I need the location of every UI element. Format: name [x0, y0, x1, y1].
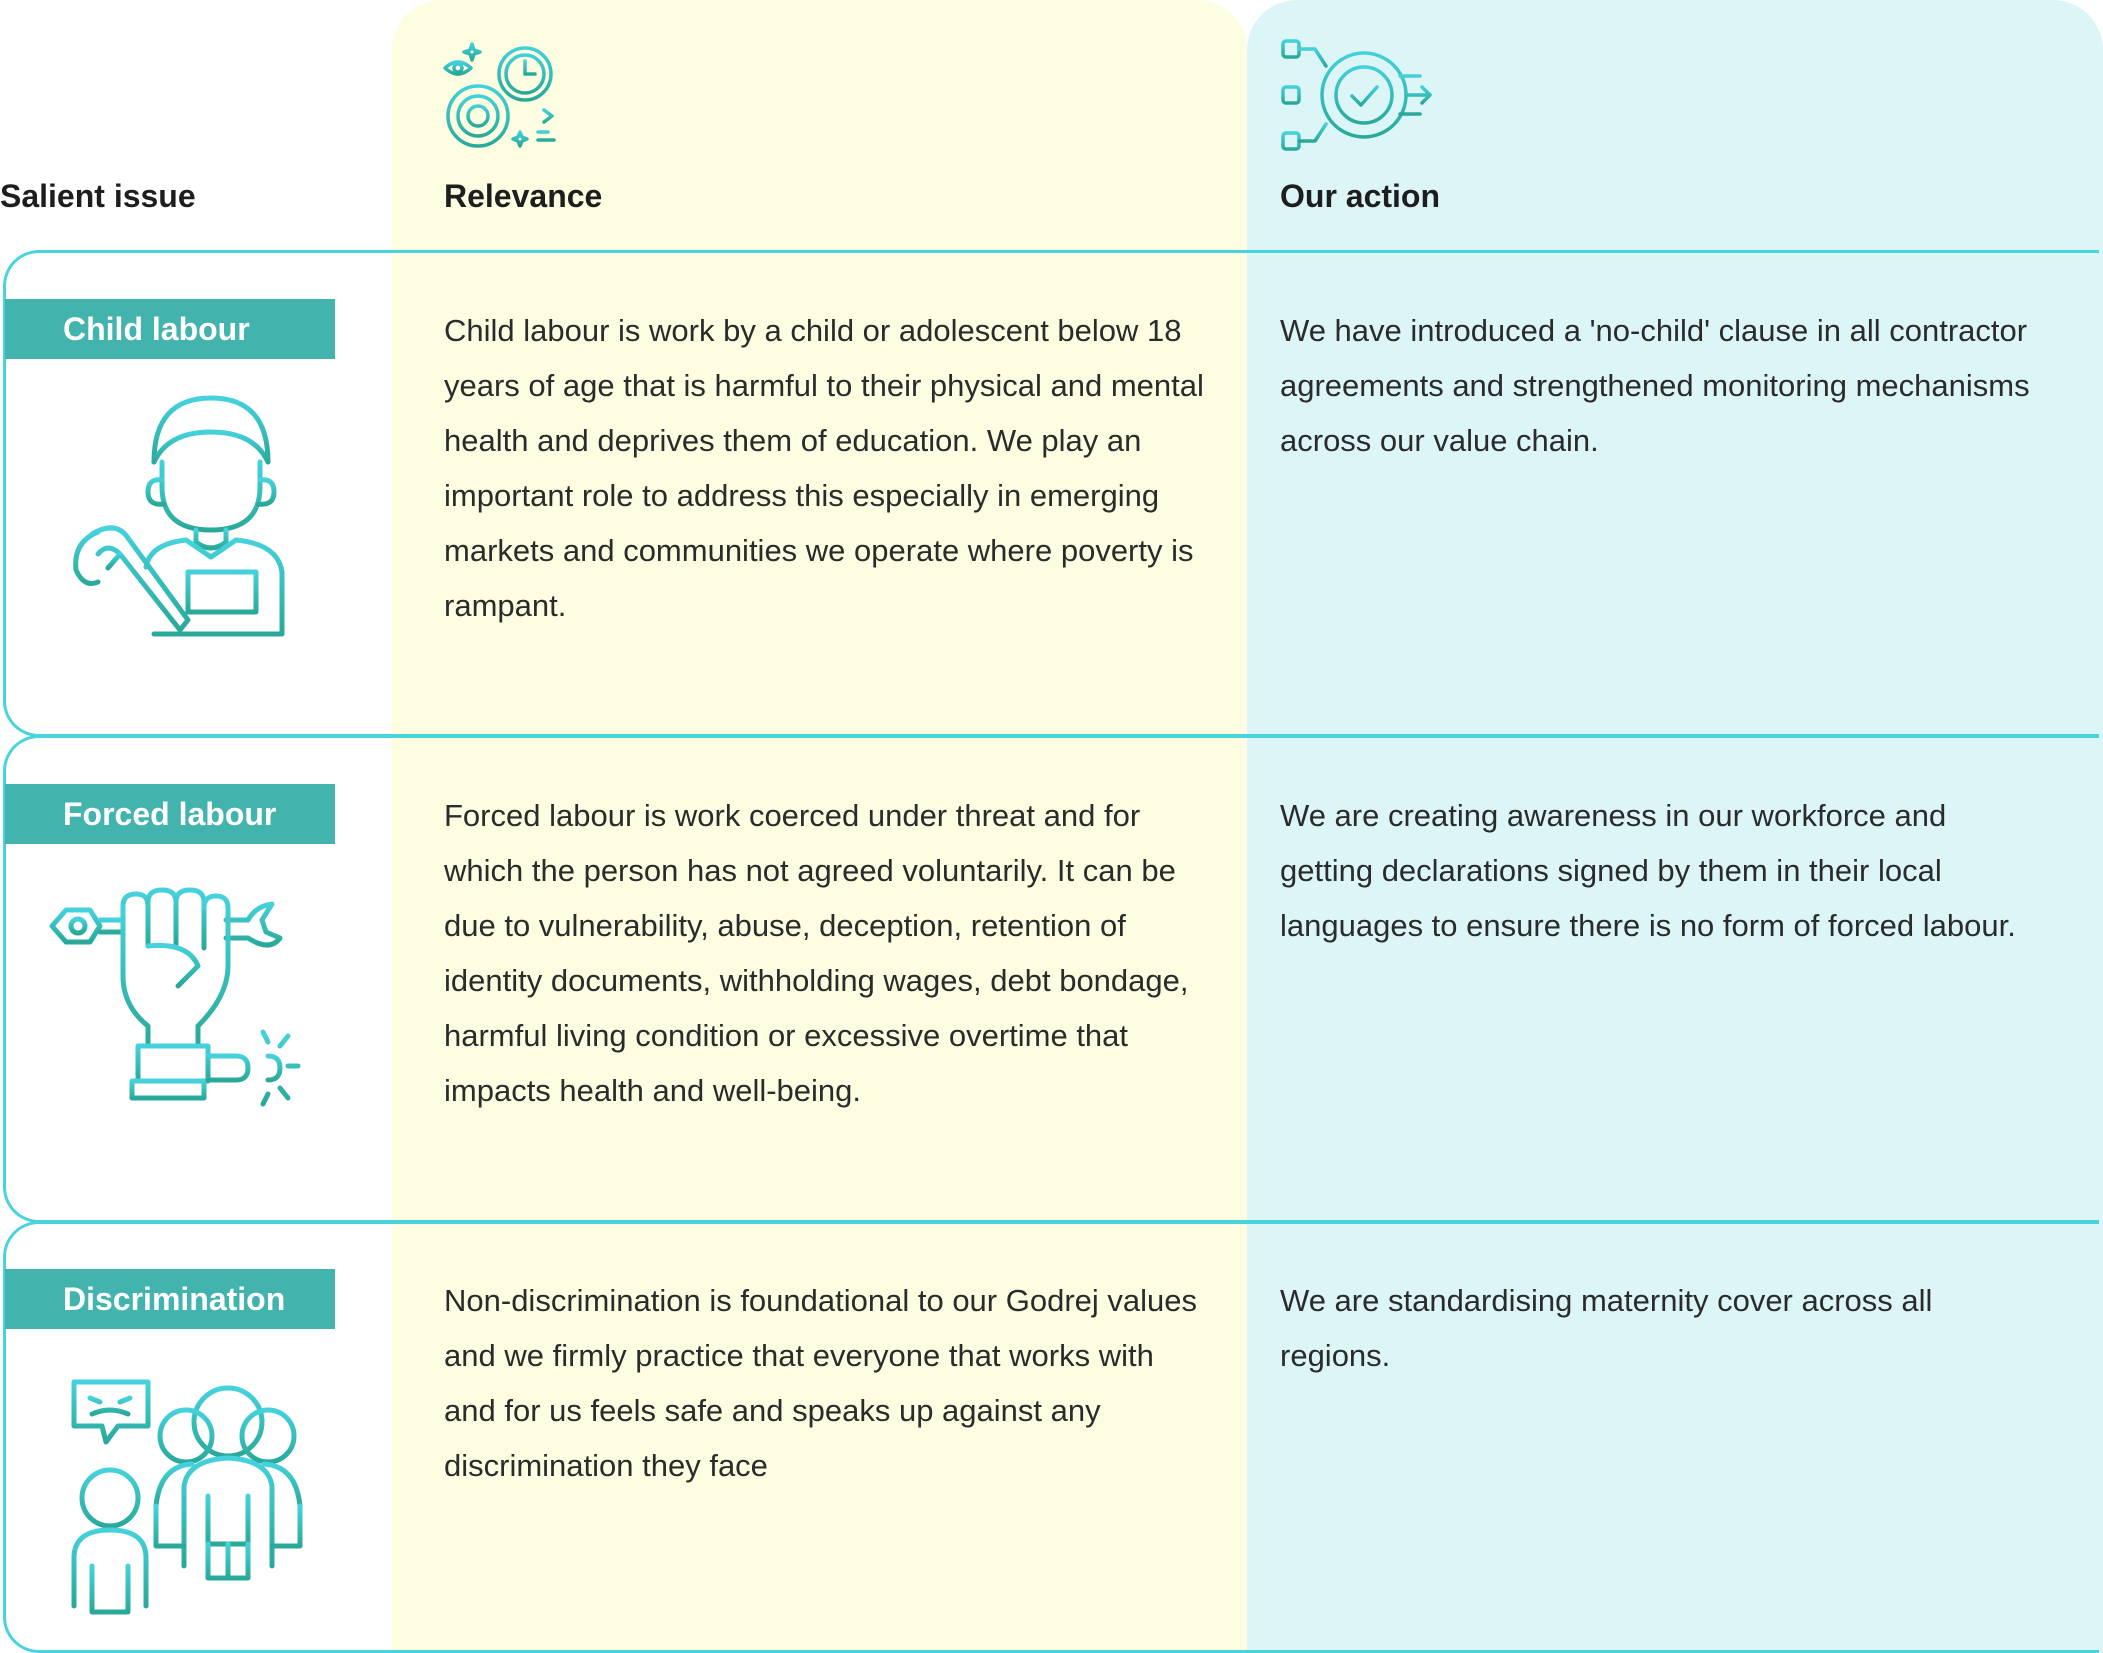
action-text-forced-labour: We are creating awareness in our workforce and getting declarations signed by them in their local languages to ensure there is no form of forced labour.	[1280, 798, 2016, 943]
header-our-action: Our action	[1280, 178, 1441, 214]
excluded-person-group-icon	[68, 1376, 308, 1616]
issue-tag-forced-labour: Forced labour	[5, 784, 335, 844]
issue-tag-discrimination: Discrimination	[5, 1269, 335, 1329]
process-check-icon	[1280, 36, 1436, 154]
header-salient-issue: Salient issue	[0, 178, 196, 214]
relevance-text-forced-labour: Forced labour is work coerced under threat and for which the person has not agreed voluntarily. It can be due to vulnerability, abuse, deception, retention of identity documents, withholding wages, debt bondage, harmful living condition or excessive overtime that impacts health and well-being.	[444, 798, 1189, 1108]
relevance-text-discrimination: Non-discrimination is foundational to our Godrej values and we firmly practice that everyone that works with and for us feels safe and speaks up against any discrimination they face	[444, 1283, 1198, 1483]
child-worker-icon	[68, 392, 290, 642]
relevance-text-child-labour: Child labour is work by a child or adolescent below 18 years of age that is harmful to their physical and mental health and deprives them of education. We play an important role to address this especially in emerging markets and communities we operate where poverty is rampant.	[444, 313, 1204, 623]
header-relevance: Relevance	[444, 178, 603, 214]
fist-wrench-broken-chain-icon	[48, 876, 313, 1111]
action-text-child-labour: We have introduced a 'no-child' clause in all contractor agreements and strengthened monitoring mechanisms across our value chain.	[1280, 313, 2030, 458]
action-text-discrimination: We are standardising maternity cover across all regions.	[1280, 1283, 1933, 1373]
issue-tag-child-labour: Child labour	[5, 299, 335, 359]
target-clock-icon	[440, 36, 565, 151]
